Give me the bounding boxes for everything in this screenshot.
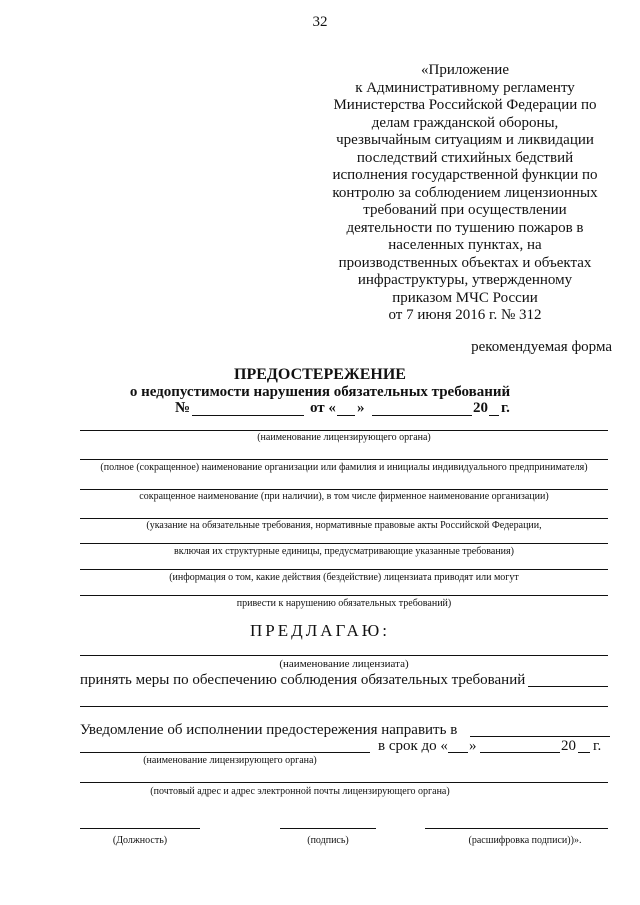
address-field[interactable] <box>80 782 608 783</box>
actions-field[interactable] <box>80 569 608 570</box>
appendix-line: Министерства Российской Федерации по <box>333 97 597 113</box>
signature-decoding-caption: (расшифровка подписи))». <box>468 835 582 846</box>
appendix-line: деятельности по тушению пожаров в <box>346 219 584 236</box>
requirements-caption-1: (указание на обязательные требования, нормативные правовые акты Российской Федерации, <box>146 520 542 531</box>
notification-recipient-field-2[interactable] <box>80 752 370 753</box>
appendix-line: приказом МЧС России <box>392 289 538 306</box>
number-field[interactable] <box>192 415 304 416</box>
licensing-body-field[interactable] <box>80 430 608 431</box>
measures-text: принять меры по обеспечению соблюдения обязательных требований <box>80 672 526 688</box>
appendix-line: делам гражданской обороны, <box>371 114 559 131</box>
deadline-month-field[interactable] <box>480 752 560 753</box>
licensing-body-caption: (наименование лицензирующего органа) <box>257 432 431 443</box>
position-field[interactable] <box>80 828 200 829</box>
day-field[interactable] <box>337 415 355 416</box>
licensee-field[interactable] <box>80 655 608 656</box>
year-field[interactable] <box>489 415 499 416</box>
appendix-line: «Приложение <box>420 62 509 78</box>
date-from-label: от « <box>310 400 336 416</box>
appendix-line: к Административному регламенту <box>355 79 575 96</box>
measures-field-2[interactable] <box>80 706 608 707</box>
document-subtitle: о недопустимости нарушения обязательных требований <box>129 384 511 400</box>
document-title: ПРЕДОСТЕРЕЖЕНИЕ <box>234 366 406 383</box>
address-caption: (почтовый адрес и адрес электронной почты лицензирующего органа) <box>150 786 450 797</box>
deadline-year-prefix: 20 <box>561 738 576 754</box>
short-name-field[interactable] <box>80 489 608 490</box>
appendix-line: производственных объектах и объектах <box>338 254 592 271</box>
short-name-caption: сокращенное наименование (при наличии), в том числе фирменное наименование организации) <box>139 491 549 502</box>
licensee-caption: (наименование лицензиата) <box>279 658 409 670</box>
deadline-label: в срок до « <box>378 738 448 754</box>
deadline-day-field[interactable] <box>448 752 468 753</box>
month-field[interactable] <box>372 415 472 416</box>
page-number: 32 <box>312 14 328 30</box>
number-row <box>0 400 640 420</box>
year-prefix: 20 <box>473 400 488 416</box>
deadline-year-field[interactable] <box>578 752 590 753</box>
appendix-line: инфраструктуры, утвержденному <box>357 272 573 288</box>
licensing-body-caption-2: (наименование лицензирующего органа) <box>143 755 317 766</box>
year-suffix: г. <box>501 400 510 416</box>
number-sign: № <box>175 400 191 416</box>
notification-recipient-field[interactable] <box>470 736 610 737</box>
appendix-line: исполнения государственной функции по <box>332 167 598 183</box>
signature-decoding-field[interactable] <box>425 828 608 829</box>
deadline-year-suffix: г. <box>593 738 602 754</box>
deadline-quote-close: » <box>469 738 477 754</box>
requirements-field-2[interactable] <box>80 543 608 544</box>
date-quote-close: » <box>357 400 365 416</box>
appendix-line: требований при осуществлении <box>363 202 567 218</box>
propose-heading: ПРЕДЛАГАЮ: <box>250 621 390 640</box>
appendix-line: чрезвычайным ситуациям и ликвидации <box>336 132 594 148</box>
signature-caption: (подпись) <box>307 835 349 846</box>
appendix-line: населенных пунктах, на <box>388 237 542 253</box>
appendix-block <box>330 62 600 325</box>
appendix-line: последствий стихийных бедствий <box>356 149 574 166</box>
position-caption: (Должность) <box>112 835 168 846</box>
actions-field-2[interactable] <box>80 595 608 596</box>
appendix-line: от 7 июня 2016 г. № 312 <box>388 307 542 323</box>
organization-name-field[interactable] <box>80 459 608 460</box>
form-type-label: рекомендуемая форма <box>471 339 612 355</box>
requirements-caption-2: включая их структурные единицы, предусматривающие указанные требования) <box>174 546 514 557</box>
actions-caption-1: (информация о том, какие действия (бездействие) лицензиата приводят или могут <box>169 572 519 583</box>
notification-text: Уведомление об исполнении предостережения направить в <box>80 722 458 738</box>
actions-caption-2: привести к нарушению обязательных требований) <box>236 598 452 609</box>
measures-field[interactable] <box>528 686 608 687</box>
organization-name-caption: (полное (сокращенное) наименование организации или фамилия и инициалы индивидуального предпринимателя) <box>100 462 588 473</box>
appendix-line: контролю за соблюдением лицензионных <box>332 184 598 201</box>
requirements-field[interactable] <box>80 518 608 519</box>
signature-field[interactable] <box>280 828 376 829</box>
